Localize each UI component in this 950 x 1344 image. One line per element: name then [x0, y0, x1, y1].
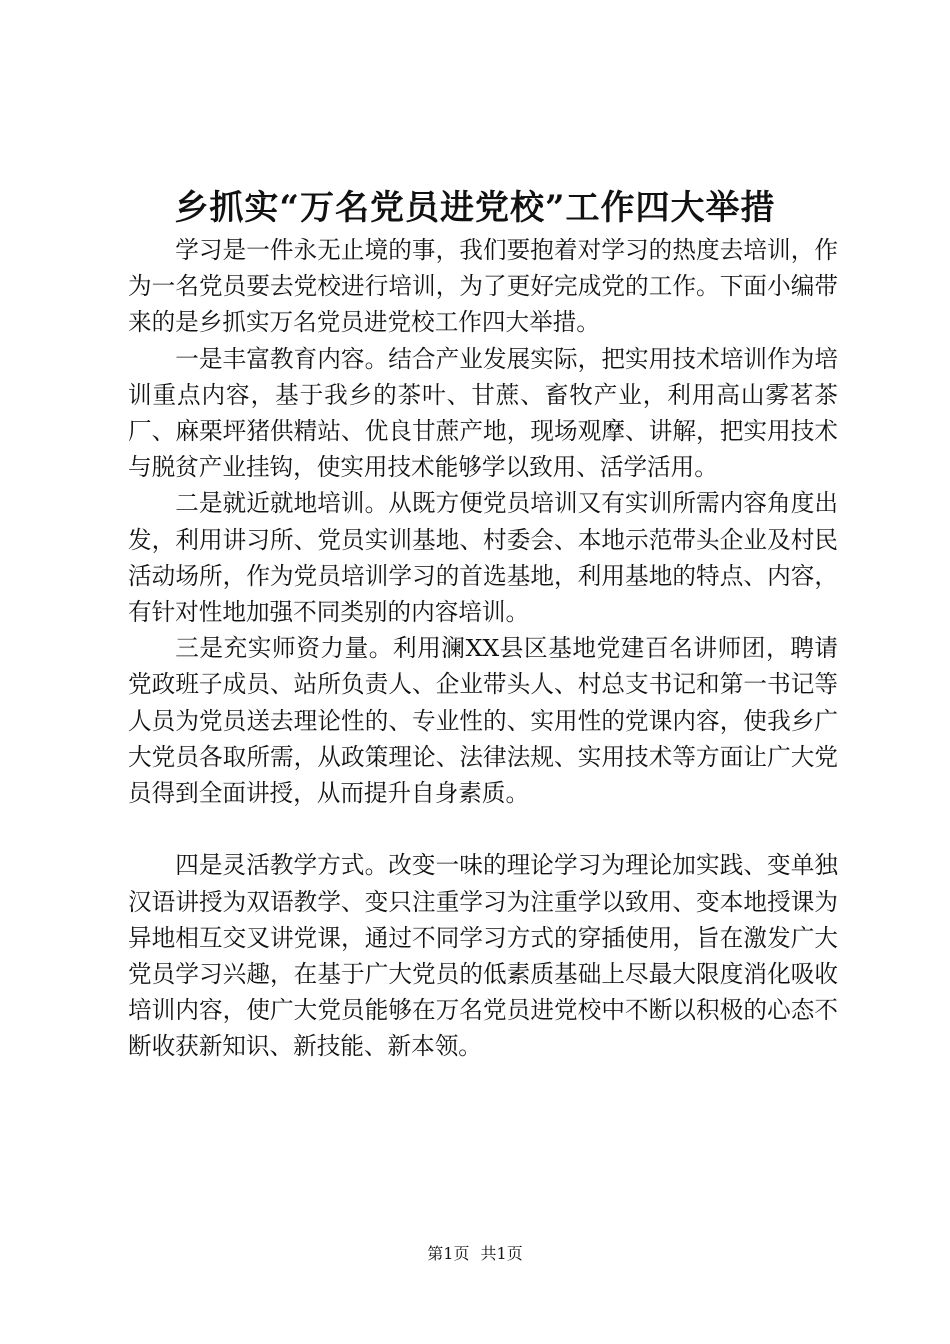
document-body — [128, 232, 838, 1065]
paragraph-measure-1: 一是丰富教育内容。结合产业发展实际，把实用技术培训作为培训重点内容，基于我乡的茶叶、甘蔗、畜牧产业，利用高山雾茗茶厂、麻栗坪猪供精站、优良甘蔗产地，现场观摩、讲解，把实用技术与脱贫产业挂钩，使实用技术能够学以致用、活学活用。 — [128, 344, 838, 482]
page-title: 乡抓实“万名党员进党校”工作四大举措 — [174, 188, 776, 228]
page-total: 共1页 — [480, 1244, 523, 1263]
paragraph-measure-3: 三是充实师资力量。利用澜XX县区基地党建百名讲师团，聘请党政班子成员、站所负责人、企业带头人、村总支书记和第一书记等人员为党员送去理论性的、专业性的、实用性的党课内容，使我乡广大党员各取所需，从政策理论、法律法规、实用技术等方面让广大党员得到全面讲授，从而提升自身素质。 — [128, 634, 838, 808]
paragraph-measure-4: 四是灵活教学方式。改变一味的理论学习为理论加实践、变单独汉语讲授为双语教学、变只注重学习为注重学以致用、变本地授课为异地相互交叉讲党课，通过不同学习方式的穿插使用，旨在激发广大党员学习兴趣，在基于广大党员的低素质基础上尽最大限度消化吸收培训内容，使广大党员能够在万名党员进党校中不断以积极的心态不断收获新知识、新技能、新本领。 — [128, 851, 838, 1061]
page-footer — [0, 1244, 950, 1264]
page-number: 第1页 — [427, 1244, 470, 1263]
paragraph-measure-2: 二是就近就地培训。从既方便党员培训又有实训所需内容角度出发，利用讲习所、党员实训基地、村委会、本地示范带头企业及村民活动场所，作为党员培训学习的首选基地，利用基地的特点、内容，有针对性地加强不同类别的内容培训。 — [128, 489, 838, 627]
paragraph-intro: 学习是一件永无止境的事，我们要抱着对学习的热度去培训，作为一名党员要去党校进行培训，为了更好完成党的工作。下面小编带来的是乡抓实万名党员进党校工作四大举措。 — [128, 236, 838, 337]
